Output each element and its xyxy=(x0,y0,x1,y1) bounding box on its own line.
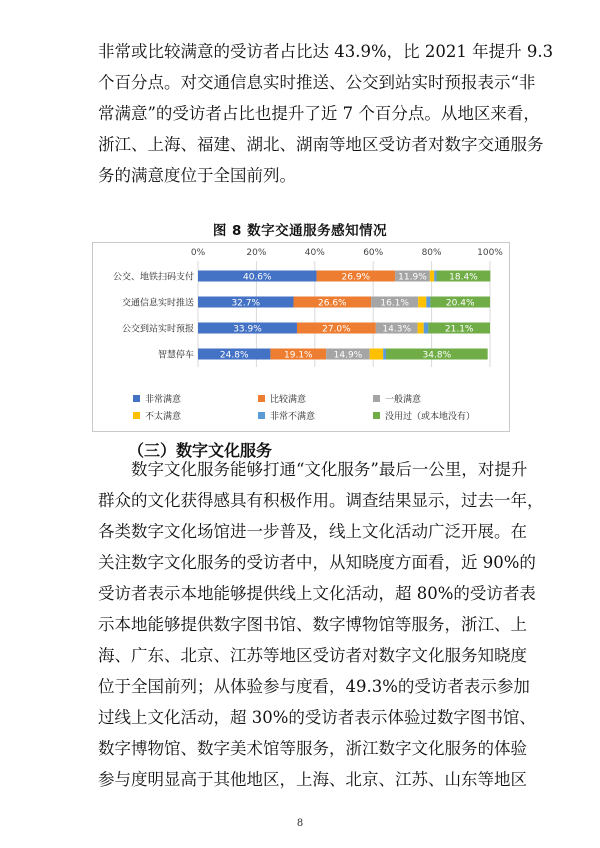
data-label: 33.9% xyxy=(233,324,262,335)
x-tick-label: 100% xyxy=(477,248,503,258)
legend-entry: 非常满意 xyxy=(145,395,182,405)
legend-swatch xyxy=(133,412,140,419)
figure-title: 图 8 数字交通服务感知情况 xyxy=(212,223,388,239)
data-label: 20.4% xyxy=(445,298,475,309)
data-label: 19.1% xyxy=(284,350,313,361)
legend-entry: 不太满意 xyxy=(145,412,182,422)
legend-swatch xyxy=(373,412,380,419)
text-line: 参与度明显高于其他地区，上海、北京、江苏、山东等地区 xyxy=(98,770,527,789)
text-line: 位于全国前列；从体验参与度看，49.3%的受访者表示参加 xyxy=(98,677,530,696)
chart-frame xyxy=(92,242,510,432)
page-number: 8 xyxy=(296,818,304,829)
category-label: 交通信息实时推送 xyxy=(121,298,194,309)
bar-segment xyxy=(370,349,383,360)
bar-segment xyxy=(383,349,386,360)
legend-swatch xyxy=(133,395,140,402)
paragraph-top xyxy=(98,36,554,191)
text-line: 务的满意度位于全国前列。 xyxy=(98,166,296,185)
bar-segment xyxy=(426,297,430,308)
legend-entry: 比较满意 xyxy=(270,395,307,405)
text-line: 个百分点。对交通信息实时推送、公交到站实时预报表示“非 xyxy=(98,73,536,92)
text-line: 群众的文化获得感具有积极作用。调查结果显示，过去一年， xyxy=(98,491,544,510)
data-label: 26.9% xyxy=(341,272,371,283)
text-line: 过线上文化活动，超 30%的受访者表示体验过数字图书馆、 xyxy=(98,708,536,727)
text-line: 常满意”的受访者占比也提升了近 7 个百分点。从地区来看， xyxy=(98,104,540,123)
text-line: 浙江、上海、福建、湖北、湖南等地区受访者对数字交通服务 xyxy=(98,135,544,154)
bar-segment xyxy=(430,271,434,282)
category-label: 智慧停车 xyxy=(157,350,194,361)
category-label: 公交、地铁扫码支付 xyxy=(112,272,194,283)
bar-segment xyxy=(418,323,424,334)
legend-entry: 没用过（或本地没有） xyxy=(385,412,476,422)
legend-swatch xyxy=(258,412,265,419)
bar-segment xyxy=(418,297,426,308)
data-label: 14.3% xyxy=(382,324,412,335)
data-label: 34.8% xyxy=(422,350,452,361)
text-line: 示本地能够提供数字图书馆、数字博物馆等服务，浙江、上 xyxy=(98,615,527,634)
x-tick-label: 60% xyxy=(363,248,384,258)
data-label: 26.6% xyxy=(318,298,347,309)
text-line: 受访者表示本地能够提供线上文化活动，超 80%的受访者表 xyxy=(98,584,536,603)
data-label: 18.4% xyxy=(449,272,478,283)
legend-entry: 一般满意 xyxy=(385,395,422,405)
data-label: 24.8% xyxy=(219,350,249,361)
category-label: 公交到站实时预报 xyxy=(121,324,194,335)
x-tick-label: 20% xyxy=(246,248,267,258)
data-label: 21.1% xyxy=(444,324,474,335)
legend-swatch xyxy=(373,395,380,402)
text-line: 数字文化服务能够打通“文化服务”最后一公里，对提升 xyxy=(98,460,528,479)
data-label: 32.7% xyxy=(231,298,261,309)
data-label: 11.9% xyxy=(398,272,427,283)
data-label: 27.0% xyxy=(322,324,351,335)
data-label: 14.9% xyxy=(333,350,363,361)
text-line: 非常或比较满意的受访者占比达 43.9%，比 2021 年提升 9.3 xyxy=(98,42,554,61)
data-label: 16.1% xyxy=(380,298,409,309)
stacked-bar-chart xyxy=(93,243,509,431)
bar-segment xyxy=(424,323,429,334)
section-heading: （三）数字文化服务 xyxy=(128,441,273,460)
data-label: 40.6% xyxy=(242,272,272,283)
x-tick-label: 40% xyxy=(304,248,325,258)
paragraph-bottom xyxy=(98,454,544,795)
legend-swatch xyxy=(258,395,265,402)
x-tick-label: 80% xyxy=(421,248,442,258)
bar-segment xyxy=(434,271,436,282)
x-tick-label: 0% xyxy=(190,248,206,258)
text-line: 关注数字文化服务的受访者中，从知晓度方面看，近 90%的 xyxy=(98,553,536,572)
legend-entry: 非常不满意 xyxy=(270,412,316,422)
text-line: 各类数字文化场馆进一步普及，线上文化活动广泛开展。在 xyxy=(98,522,527,541)
text-line: 数字博物馆、数字美术馆等服务，浙江数字文化服务的体验 xyxy=(98,739,527,758)
text-line: 海、广东、北京、江苏等地区受访者对数字文化服务知晓度 xyxy=(98,646,527,665)
